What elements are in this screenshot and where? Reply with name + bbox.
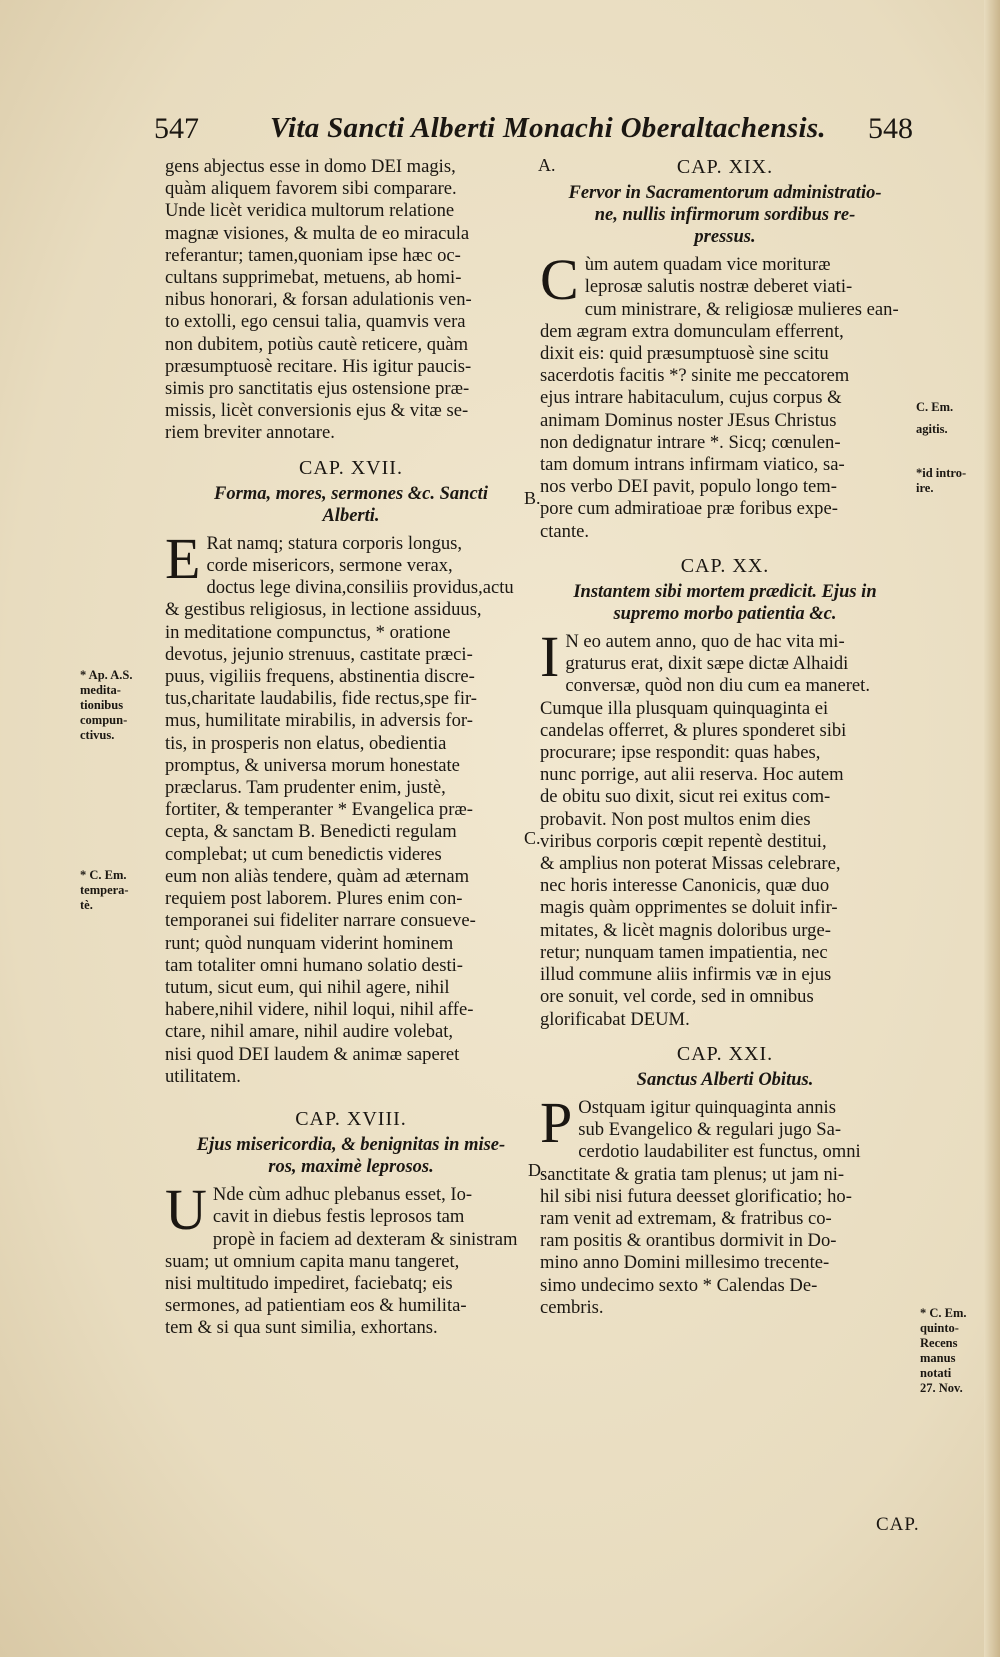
- note-line: tionibus: [80, 698, 124, 712]
- text-line: illud commune aliis infirmis væ in ejus: [540, 964, 832, 986]
- chapter-heading-21: CAP. XXI.: [676, 1042, 774, 1065]
- drop-cap: E: [165, 525, 201, 591]
- chapter-subtitle-17: [165, 483, 537, 527]
- text-line: non dubitem, potiùs cautè reticere, quàm: [165, 333, 469, 355]
- text-line: eum non aliàs tendere, quàm ad æternam: [165, 865, 470, 887]
- note-line: * C. Em.: [920, 1306, 967, 1320]
- text-line: puus, vigiliis frequens, abstinentia discre-: [165, 666, 475, 688]
- note-line: ctivus.: [80, 728, 115, 742]
- note-line: quinto-: [920, 1321, 959, 1335]
- left-column: [165, 156, 537, 1340]
- chapter-subtitle-21: [540, 1069, 910, 1091]
- chapter-body-19: [540, 247, 910, 543]
- text-line: sacerdotis facitis *? sinite me peccatorem: [540, 365, 850, 387]
- text-line: nibus honorari, & forsan adulationis ven-: [165, 289, 472, 311]
- text-line: non dedignatur intrare *. Sicq; cœnulen-: [540, 431, 841, 453]
- page-number-right: 548: [868, 112, 913, 145]
- text-line: nisi quod DEI laudem & animæ saperet: [165, 1043, 460, 1065]
- text-line: nos verbo DEI pavit, populo longo tem-: [540, 476, 837, 498]
- text-line: & amplius non poterat Missas celebrare,: [540, 853, 841, 875]
- text-line: runt; quòd nunquam viderint hominem: [165, 932, 454, 954]
- text-line: tem & si qua sunt similia, exhortans.: [165, 1317, 438, 1339]
- page-edge: [984, 0, 1000, 1657]
- section-letter-a: A.: [538, 155, 556, 175]
- note-line: notati: [920, 1366, 952, 1380]
- text-line: nec horis interesse Canonicis, quæ duo: [540, 875, 830, 897]
- text-line: riem breviter annotare.: [165, 422, 335, 444]
- note-line: * Ap. A.S.: [80, 668, 133, 682]
- text-line: complebat; ut cum benedictis videres: [165, 843, 442, 865]
- margin-note-right-2: agitis.: [916, 422, 948, 436]
- text-line: mino anno Domini millesimo trecente-: [540, 1252, 830, 1274]
- chapter-body-20: [540, 624, 910, 1031]
- note-line: Recens: [920, 1336, 958, 1350]
- text-line: graturus erat, dixit sæpe dictæ Alhaidi: [565, 653, 849, 675]
- note-line: * C. Em.: [80, 868, 127, 882]
- text-line: propè in faciem ad dexteram & sinistram: [212, 1228, 518, 1250]
- text-line: viribus corporis cœpit repentè destitui,: [540, 830, 827, 852]
- margin-note-right-4: [920, 1306, 967, 1396]
- margin-note-left-1: [80, 668, 132, 743]
- note-line: medita-: [80, 683, 121, 697]
- chapter-heading-19: CAP. XIX.: [676, 156, 774, 178]
- note-line: compun-: [80, 713, 128, 727]
- chapter-heading-20: CAP. XX.: [680, 554, 770, 577]
- page-number-left: 547: [154, 112, 199, 145]
- text-line: de obitu suo dixit, sicut rei exitus com-: [540, 786, 831, 808]
- drop-cap: P: [540, 1089, 573, 1155]
- chapter-subtitle-20: [540, 581, 910, 625]
- subtitle-line: Alberti.: [322, 505, 380, 526]
- subtitle-line: Forma, mores, sermones &c. Sancti: [214, 483, 488, 504]
- text-line: fortiter, & temperanter * Evangelica præ-: [165, 799, 473, 821]
- section-letter-d: D.: [528, 1160, 546, 1180]
- text-line: Unde licèt veridica multorum relatione: [165, 200, 455, 222]
- text-line: tus,charitate laudabilis, fide rectus,spe fir-: [165, 688, 477, 710]
- text-line: habere,nihil videre, nihil loqui, nihil affe-: [165, 999, 474, 1021]
- text-line: tutum, sicut eum, qui nihil agere, nihil: [165, 976, 450, 998]
- running-head: [0, 112, 1000, 154]
- text-line: gens abjectus esse in domo DEI magis,: [165, 156, 456, 177]
- chapter-body-17: [165, 525, 537, 1088]
- note-line: tè.: [80, 898, 93, 912]
- text-line: promptus, & universa morum honestate: [165, 754, 460, 776]
- text-line: to extolli, ego censui talia, quamvis vera: [165, 311, 466, 333]
- subtitle-line: pressus.: [694, 227, 756, 248]
- subtitle-line: ros, maximè leprosos.: [268, 1157, 434, 1178]
- subtitle-line: Sanctus Alberti Obitus.: [636, 1069, 814, 1090]
- text-line: magis quàm opprimentes se doluit infir-: [540, 897, 838, 919]
- right-column: [540, 156, 910, 1319]
- text-line: animam Dominus noster JEsus Christus: [540, 409, 837, 431]
- text-line: referantur; tamen,quoniam ipse hæc oc-: [165, 244, 461, 266]
- drop-cap: I: [540, 624, 560, 690]
- text-line: Ostquam igitur quinquaginta annis: [578, 1096, 836, 1118]
- text-line: cavit in diebus festis leprosos tam: [212, 1206, 465, 1228]
- running-title: Vita Sancti Alberti Monachi Oberaltachensis.: [270, 112, 826, 144]
- text-line: mus, humilitate mirabilis, in adversis for-: [165, 710, 473, 732]
- text-line: missis, licèt conversionis ejus & vitæ se-: [165, 400, 469, 422]
- text-line: cembris.: [540, 1296, 604, 1318]
- note-line: 27. Nov.: [920, 1381, 963, 1395]
- text-line: tis, in prosperis non elatus, obedientia: [165, 732, 447, 754]
- text-line: & gestibus religiosus, in lectione assiduus,: [165, 599, 482, 621]
- text-line: corde misericors, sermone verax,: [206, 555, 453, 577]
- note-line: ire.: [916, 481, 934, 495]
- text-line: cultans supprimebat, metuens, ab homi-: [165, 267, 462, 289]
- text-line: cerdotio laudabiliter est functus, omni: [578, 1141, 861, 1163]
- text-line: cum ministrare, & religiosæ mulieres ean-: [584, 298, 899, 320]
- text-line: quàm aliquem favorem sibi comparare.: [165, 178, 457, 200]
- note-line: *id intro-: [916, 466, 967, 480]
- drop-cap: U: [165, 1177, 207, 1243]
- text-line: retur; nunquam tamen impatientia, nec: [540, 941, 828, 963]
- text-line: Rat namq; statura corporis longus,: [206, 532, 463, 554]
- subtitle-line: Fervor in Sacramentorum administratio-: [568, 183, 882, 204]
- text-line: Cumque illa plusquam quinquaginta ei: [540, 697, 829, 719]
- text-line: sanctitate & gratia tam plenus; ut jam ni-: [540, 1163, 845, 1185]
- chapter-subtitle-19: [540, 182, 910, 248]
- note-line: tempera-: [80, 883, 129, 897]
- text-line: hil sibi nisi futura deesset glorificatio; ho-: [540, 1185, 852, 1207]
- text-line: dem ægram extra domunculam efferrent,: [540, 320, 844, 342]
- chapter-subtitle-18: [165, 1134, 537, 1178]
- text-line: præsumptuosè recitare. His igitur paucis-: [165, 355, 472, 377]
- text-line: ram positis & orantibus dormivit in Do-: [540, 1230, 837, 1252]
- text-line: ore sonuit, vel corde, sed in omnibus: [540, 986, 814, 1008]
- text-line: requiem post laborem. Plures enim con-: [165, 888, 463, 910]
- margin-note-right-1: C. Em.: [916, 400, 954, 414]
- note-line: manus: [920, 1351, 956, 1365]
- text-line: leprosæ salutis nostræ deberet viati-: [584, 276, 853, 298]
- catchword: CAP.: [876, 1514, 920, 1535]
- text-line: præclarus. Tam prudenter enim, justè,: [165, 777, 446, 799]
- subtitle-line: supremo morbo patientia &c.: [613, 604, 837, 625]
- chapter-heading-17: CAP. XVII.: [299, 456, 403, 479]
- text-line: cepta, & sanctam B. Benedicti regulam: [165, 821, 457, 843]
- text-line: ùm autem quadam vice morituræ: [584, 254, 831, 276]
- text-line: N eo autem anno, quo de hac vita mi-: [565, 631, 845, 653]
- text-line: in meditatione compunctus, * oratione: [165, 621, 451, 643]
- intro-paragraph: [165, 156, 537, 445]
- text-line: mitates, & licèt magnis doloribus urge-: [540, 919, 831, 941]
- text-line: ram venit ad extremam, & fratribus co-: [540, 1207, 832, 1229]
- chapter-body-18: [165, 1177, 537, 1339]
- text-line: ejus intrare habitaculum, cujus corpus &: [540, 387, 842, 409]
- section-letter-c: C.: [524, 828, 541, 848]
- text-line: ctante.: [540, 520, 590, 542]
- subtitle-line: ne, nullis infirmorum sordibus re-: [594, 205, 856, 226]
- text-line: doctus lege divina,consiliis providus,actu: [206, 577, 514, 599]
- text-line: sermones, ad patientiam eos & humilita-: [165, 1295, 467, 1317]
- section-letter-b: B.: [524, 488, 541, 508]
- text-line: nisi multitudo impediret, faciebatq; eis: [165, 1272, 453, 1294]
- text-line: probavit. Non post multos enim dies: [540, 808, 811, 830]
- subtitle-line: Instantem sibi mortem prædicit. Ejus in: [573, 582, 877, 603]
- text-line: dixit eis: quid præsumptuosè sine scitu: [540, 343, 829, 365]
- text-line: glorificabat DEUM.: [540, 1008, 690, 1030]
- text-line: simo undecimo sexto * Calendas De-: [540, 1274, 818, 1296]
- text-line: candelas offerret, & plures sponderet sibi: [540, 719, 847, 741]
- text-line: utilitatem.: [165, 1065, 241, 1087]
- text-line: procurare; ipse respondit: quas habes,: [540, 742, 821, 764]
- text-line: simis pro sanctitatis ejus ostensione præ-: [165, 378, 470, 400]
- text-line: tam domum intrans infirmam viatico, sa-: [540, 454, 845, 476]
- margin-note-right-3: [916, 466, 966, 496]
- text-line: temporanei sui fideliter narrare consueve-: [165, 910, 476, 932]
- text-line: nunc porrige, aut alii reserva. Hoc autem: [540, 764, 844, 786]
- text-line: suam; ut omnium capita manu tangeret,: [165, 1250, 460, 1272]
- drop-cap: C: [540, 247, 579, 313]
- text-line: sub Evangelico & regulari jugo Sa-: [578, 1119, 842, 1141]
- subtitle-line: Ejus misericordia, & benignitas in mise-: [196, 1135, 506, 1156]
- margin-note-left-2: [80, 868, 129, 913]
- chapter-heading-18: CAP. XVIII.: [295, 1107, 407, 1130]
- text-line: devotus, jejunio strenuus, castitate præci-: [165, 643, 473, 665]
- text-line: ctare, nihil amare, nihil audire volebat,: [165, 1021, 454, 1043]
- text-line: tam totaliter omni humano solatio desti-: [165, 954, 463, 976]
- text-line: conversæ, quòd non diu cum ea maneret.: [565, 675, 870, 697]
- chapter-body-21: [540, 1089, 910, 1319]
- text-line: Nde cùm adhuc plebanus esset, Io-: [212, 1184, 473, 1206]
- text-line: magnæ visiones, & multa de eo miracula: [165, 222, 470, 244]
- text-line: pore cum admiratioae præ foribus expe-: [540, 498, 838, 520]
